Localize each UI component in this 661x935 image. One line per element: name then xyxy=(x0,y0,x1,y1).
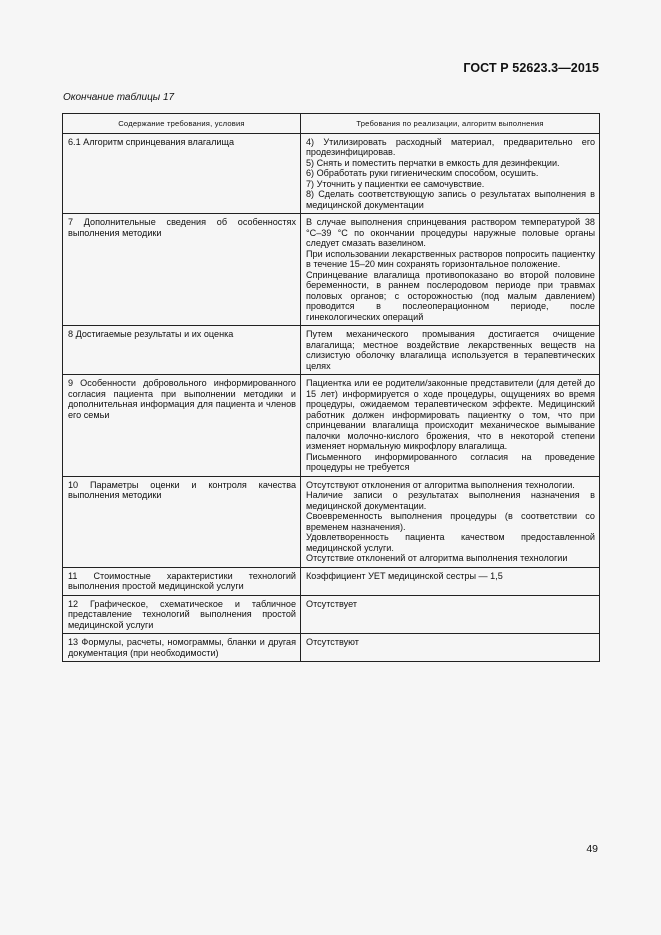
table-row xyxy=(63,476,600,567)
requirement-paragraph: 8) Сделать соответствующую запись о результатах выполнения в медицинской документации xyxy=(306,189,595,210)
row-condition-cell: 6.1 Алгоритм спринцевания влагалища xyxy=(63,133,301,214)
table-row xyxy=(63,634,600,662)
table-row xyxy=(63,133,600,214)
row-requirement-cell xyxy=(301,567,600,595)
requirement-paragraph: 6) Обработать руки гигиеническим способом, осушить. xyxy=(306,168,539,178)
row-condition-cell: 13 Формулы, расчеты, номограммы, бланки и другая документация (при необходимости) xyxy=(63,634,301,662)
row-requirement-cell xyxy=(301,214,600,326)
requirement-paragraph: При использовании лекарственных растворов попросить пациентку в течение 15–20 мин сохранять горизонтальное положение. xyxy=(306,248,595,269)
row-requirement-cell xyxy=(301,133,600,214)
table-row xyxy=(63,214,600,326)
page-number: 49 xyxy=(586,843,598,855)
row-condition-cell: 7 Дополнительные сведения об особенностях выполнения методики xyxy=(63,214,301,326)
requirement-paragraph: Отсутствуют xyxy=(306,637,359,647)
requirement-paragraph: В случае выполнения спринцевания раствором температурой 38 °С–39 °С по окончании процедуры наружные половые органы следует смазать вазелином. xyxy=(306,217,595,248)
requirement-paragraph: Отсутствует xyxy=(306,598,358,609)
requirement-paragraph: Письменного информированного согласия на проведение процедуры не требуется xyxy=(306,451,595,472)
row-requirement-cell xyxy=(301,595,600,634)
requirement-paragraph: Путем механического промывания достигается очищение влагалища; местное воздействие лекарственных веществ на слизистую оболочку влагалища используется в терапевтических целях xyxy=(306,329,595,371)
requirement-paragraph: Коэффициент УЕТ медицинской сестры — 1,5 xyxy=(306,570,503,581)
table-header-row xyxy=(63,114,600,134)
requirement-paragraph: Наличие записи о результатах выполнения назначения в медицинской документации. xyxy=(306,490,595,511)
document-code: ГОСТ Р 52623.3—2015 xyxy=(463,61,599,75)
requirement-paragraph: Спринцевание влагалища противопоказано во второй половине беременности, в раннем послеродовом периоде при травмах половых органов; с осторожностью (под малым давлением) проводится в послеоперационном периоде, после гинекологических операций xyxy=(306,269,595,322)
row-condition-cell: 11 Стоимостные характеристики технологий выполнения простой медицинской услуги xyxy=(63,567,301,595)
requirement-paragraph: 4) Утилизировать расходный материал, предварительно его продезинфицировав. xyxy=(306,136,595,157)
row-condition-cell: 9 Особенности добровольного информированного согласия пациента при выполнении методики и дополнительная информация для пациента и членов его семьи xyxy=(63,375,301,477)
row-condition-cell: 12 Графическое, схематическое и табличное представление технологий выполнения простой медицинской услуги xyxy=(63,595,301,634)
column-header-requirements: Требования по реализации, алгоритм выполнения xyxy=(301,114,600,134)
requirement-paragraph: Отсутствуют отклонения от алгоритма выполнения технологии. xyxy=(306,479,575,490)
requirement-paragraph: 5) Снять и поместить перчатки в емкость для дезинфекции. xyxy=(306,157,560,168)
row-condition-cell: 10 Параметры оценки и контроля качества выполнения методики xyxy=(63,476,301,567)
table-row xyxy=(63,326,600,375)
table-row xyxy=(63,595,600,634)
row-requirement-cell xyxy=(301,326,600,375)
row-requirement-cell xyxy=(301,375,600,477)
table-row xyxy=(63,375,600,477)
table-row xyxy=(63,567,600,595)
row-requirement-cell xyxy=(301,476,600,567)
requirements-table xyxy=(62,113,600,662)
column-header-conditions: Содержание требования, условия xyxy=(63,114,301,134)
requirement-paragraph: 7) Уточнить у пациентки ее самочувствие. xyxy=(306,178,485,189)
table-body xyxy=(63,133,600,662)
requirement-paragraph: Удовлетворенность пациента качеством предоставленной медицинской услуги. xyxy=(306,532,595,553)
requirement-paragraph: Своевременность выполнения процедуры (в соответствии со временем назначения). xyxy=(306,511,595,532)
requirement-paragraph: Отсутствие отклонений от алгоритма выполнения технологии xyxy=(306,553,568,563)
table-caption: Окончание таблицы 17 xyxy=(63,92,175,103)
requirement-paragraph: Пациентка или ее родители/законные представители (для детей до 15 лет) информируется о ходе процедуры, ощущениях во время процедуры, ожидаемом терапевтическом эффекте. Медицинский работник должен информировать пациентку о том, что при спринцевании влагалища происходит механическое вымывание палочки молочно-кислого брожения, что в некоторой степени изменяет нормальную микрофлору влагалища. xyxy=(306,378,595,451)
row-condition-cell: 8 Достигаемые результаты и их оценка xyxy=(63,326,301,375)
row-requirement-cell xyxy=(301,634,600,662)
